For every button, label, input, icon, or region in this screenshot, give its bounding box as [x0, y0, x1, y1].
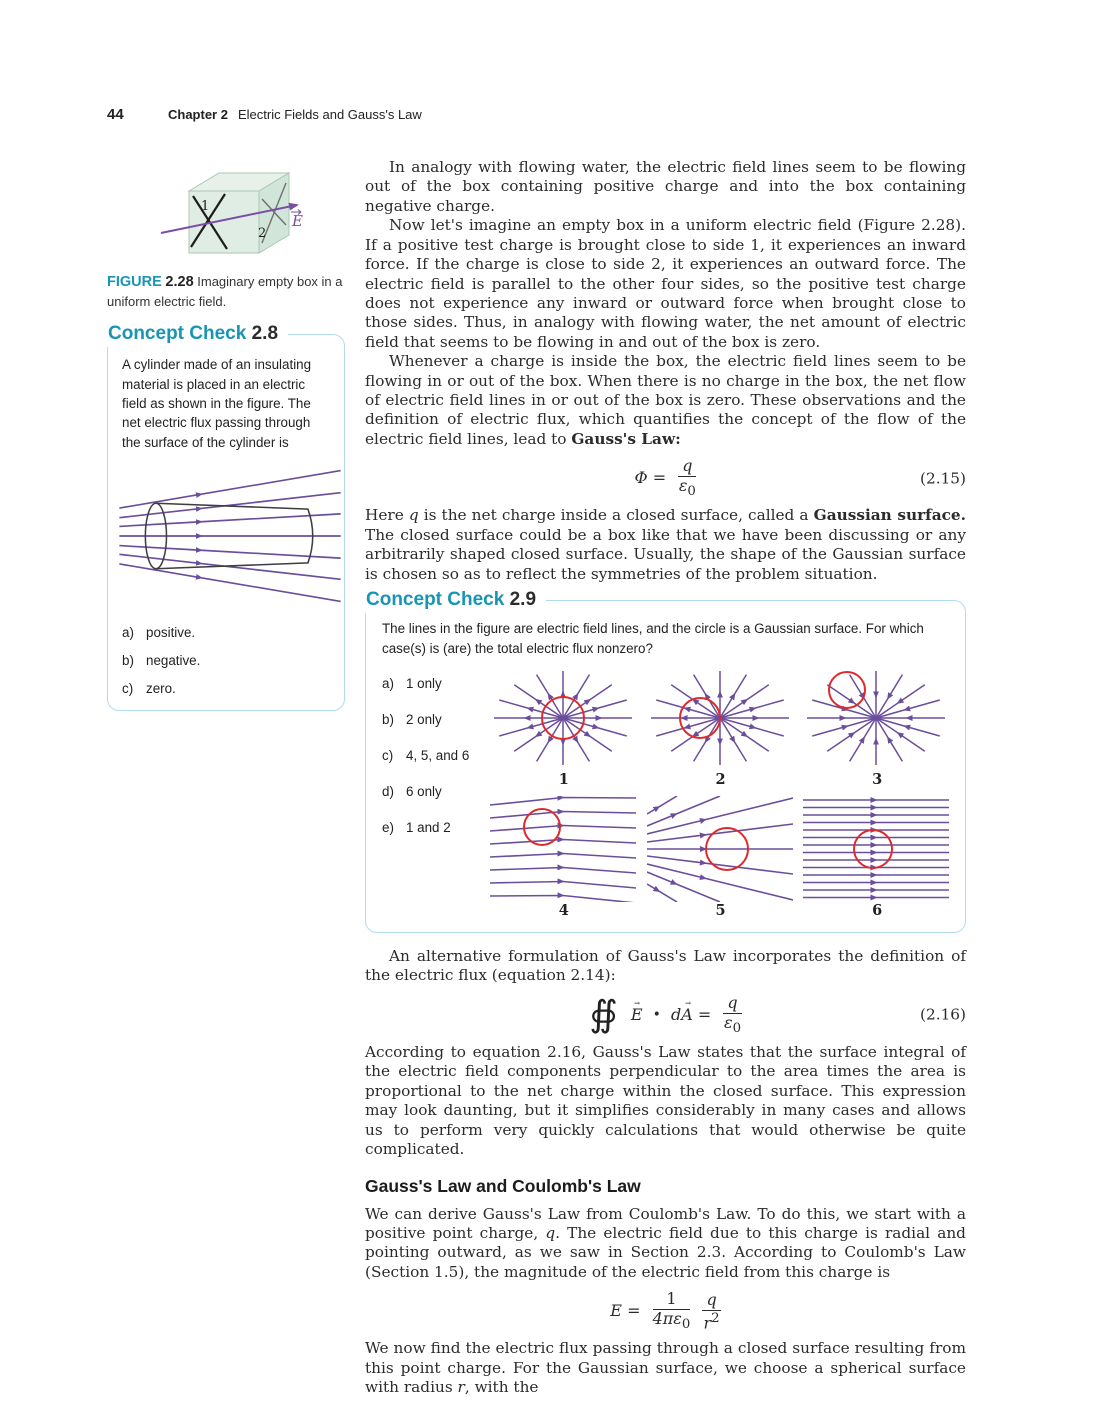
figure-2-28-caption — [107, 273, 345, 310]
sidebar — [107, 163, 345, 711]
option-text: 6 only — [406, 784, 442, 800]
equation-number: (2.15) — [920, 469, 966, 488]
diagram-label: 1 — [558, 771, 569, 789]
phi-symbol: Φ — [634, 468, 648, 488]
differential-d: d — [670, 1004, 682, 1024]
paragraph-4: Here q is the net charge inside a closed surface, called a Gaussian surface. The closed surface could be a box like that we have been discussing or any arbitrarily shaped closed surface. Usually, the shape of the Gaussian surface is chosen so as to reflect the symmetries of the problem situation. — [365, 506, 966, 583]
concept-check-2-9-body — [382, 665, 951, 926]
paragraph-3: Whenever a charge is inside the box, the electric field lines seem to be flowing in or out of the box. When there is no charge in the box, the net flow of electric field lines in or out of the box is zero. These observations and the definition of electric flux, which quantifies the concept of the flow of the electric field lines, lead to Gauss's Law: — [365, 352, 966, 448]
equals-sign: = — [652, 468, 667, 488]
option-letter: c) — [382, 748, 394, 764]
figure-label: FIGURE — [107, 274, 162, 290]
equals-sign: = — [627, 1301, 641, 1321]
option-d — [382, 783, 490, 800]
concept-check-2-8-options — [122, 625, 332, 696]
epsilon-symbol: ε — [678, 476, 688, 496]
running-head — [107, 106, 422, 123]
option-letter: a) — [382, 676, 394, 692]
option-text: zero. — [146, 681, 176, 697]
subscript-zero: 0 — [732, 1020, 742, 1036]
e-field-label: E — [292, 212, 303, 230]
option-letter: b) — [382, 712, 394, 728]
option-c — [382, 747, 490, 764]
option-letter: c) — [122, 681, 134, 697]
fraction-numerator: q — [723, 995, 741, 1014]
fraction — [723, 992, 742, 1036]
paragraph-2: Now let's imagine an empty box in a uniform electric field (Figure 2.28). If a positive test charge is brought close to side 1, it experiences an inward force. If the charge is close to side 2, it experiences an outward force. The electric field is parallel to the other four sides, so the positive test charge does not experience any inward or outward force when brought close to those sides. Thus, in analogy with flowing water, the net amount of electric field that seems to be flowing in and out of the box is zero. — [365, 216, 966, 351]
concept-check-2-9-options — [382, 665, 490, 926]
diagram-label: 2 — [715, 771, 726, 789]
four-pi-epsilon: 4πε — [652, 1309, 682, 1329]
r-symbol: r — [703, 1312, 712, 1332]
equation-number: (2.16) — [920, 1005, 966, 1024]
fraction-denominator — [678, 477, 696, 499]
field-diagram-1 — [490, 665, 638, 795]
option-letter: b) — [122, 653, 134, 669]
paragraph-5: An alternative formulation of Gauss's Law incorporates the definition of the electric flux (equation 2.14): — [365, 947, 966, 985]
dot-product-symbol: • — [652, 1006, 661, 1023]
fraction — [678, 458, 696, 499]
option-letter: d) — [382, 784, 394, 800]
concept-check-number: 2.9 — [509, 588, 537, 610]
surface-integral-symbol: ∯ — [589, 994, 618, 1036]
e-symbol: E — [610, 1301, 622, 1321]
option-c — [122, 681, 332, 696]
concept-check-2-9 — [365, 588, 966, 933]
option-a — [382, 675, 490, 692]
equals-sign: = — [697, 1004, 712, 1024]
concept-check-2-8 — [107, 323, 345, 711]
option-text: 1 only — [406, 676, 442, 692]
fraction-numerator: q — [678, 458, 696, 477]
field-diagram-5 — [647, 796, 795, 926]
option-e — [382, 819, 490, 836]
field-diagram-3-image — [803, 665, 949, 771]
equation-2-16 — [365, 992, 966, 1036]
figure-number: 2.28 — [165, 274, 194, 290]
chapter-title: Electric Fields and Gauss's Law — [237, 107, 422, 122]
figure-caption-text: Imaginary empty box in a uniform electric field. — [107, 274, 343, 309]
page-number: 44 — [107, 106, 124, 123]
equation-2-15 — [365, 458, 966, 499]
diagram-label: 4 — [558, 901, 569, 919]
concept-check-title: Concept Check — [108, 323, 247, 345]
option-b — [382, 711, 490, 728]
field-diagram-4 — [490, 796, 638, 926]
figure-2-28-image — [107, 163, 345, 265]
paragraph-1: In analogy with flowing water, the electric field lines seem to be flowing out of the box containing positive charge and into the box containing negative charge. — [365, 158, 966, 215]
main-text-column — [365, 158, 966, 1398]
concept-check-title: Concept Check — [366, 588, 505, 610]
area-vector: → A — [681, 1005, 693, 1025]
paragraph-6: According to equation 2.16, Gauss's Law states that the surface integral of the electric field components perpendicular to the area times the area is proportional to the net charge within the closed surface. This expression may look daunting, but it simplifies considerably in many cases and allows us to perform very quickly calculations that would otherwise be quite complicated. — [365, 1042, 966, 1158]
option-text: 2 only — [406, 712, 442, 728]
fraction-denominator — [723, 1014, 741, 1036]
epsilon-symbol: ε — [723, 1012, 733, 1032]
subscript-zero: 0 — [681, 1317, 691, 1333]
field-diagram-6 — [803, 796, 951, 926]
field-diagram-5-image — [647, 796, 793, 902]
paragraph-7: We can derive Gauss's Law from Coulomb's Law. To do this, we start with a positive point charge, q. The electric field due to this charge is radial and pointing outward, as we saw in Section 2.3. According to Coulomb's Law (Section 1.5), the magnitude of the electric field from this charge is — [365, 1204, 966, 1281]
cylinder-field-figure — [118, 460, 342, 612]
fraction-numerator: 1 — [653, 1291, 691, 1310]
equation-coulomb-field — [365, 1291, 966, 1332]
fraction-1 — [653, 1291, 691, 1332]
concept-check-2-9-heading — [364, 587, 546, 613]
field-diagram-3 — [803, 665, 951, 795]
diagram-label: 6 — [872, 901, 883, 919]
diagram-label: 3 — [872, 771, 883, 789]
option-letter: a) — [122, 625, 134, 641]
fraction-denominator — [702, 1311, 720, 1332]
cube-side-2-label: 2 — [258, 226, 267, 241]
chapter-label: Chapter 2 — [168, 107, 228, 122]
subscript-zero: 0 — [687, 484, 696, 500]
option-a — [122, 625, 332, 640]
figure-2-28 — [107, 163, 345, 310]
option-letter: e) — [382, 820, 394, 836]
section-heading: Gauss's Law and Coulomb's Law — [365, 1176, 641, 1197]
field-diagram-2 — [647, 665, 795, 795]
option-text: 1 and 2 — [406, 820, 451, 836]
fraction-numerator: q — [702, 1292, 720, 1311]
paragraph-8: We now find the electric flux passing through a closed surface resulting from this point charge. For the Gaussian surface, we choose a spherical surface with radius r, with the — [365, 1339, 966, 1397]
concept-check-2-8-question: A cylinder made of an insulating material is placed in an electric field as shown in the figure. The net electric flux passing through the surface of the cylinder is — [122, 357, 312, 450]
option-text: negative. — [146, 653, 201, 669]
fraction-2 — [702, 1289, 720, 1332]
diagram-label: 5 — [715, 901, 726, 919]
field-diagram-2-image — [647, 665, 793, 771]
field-diagram-grid — [490, 665, 951, 926]
option-b — [122, 653, 332, 668]
field-diagram-4-image — [490, 796, 636, 902]
cube-side-1-label: 1 — [201, 199, 210, 214]
field-diagram-6-image — [803, 796, 949, 902]
option-text: positive. — [146, 625, 196, 641]
e-vector: → E — [631, 1005, 643, 1025]
cube-figure — [159, 163, 309, 261]
concept-check-2-9-question: The lines in the figure are electric field lines, and the circle is a Gaussian surface. For which case(s) is (are) the total electric flux nonzero? — [382, 620, 924, 657]
concept-check-number: 2.8 — [251, 323, 279, 345]
field-diagram-1-image — [490, 665, 636, 771]
superscript-two: 2 — [711, 1310, 720, 1326]
concept-check-2-8-heading — [106, 321, 288, 347]
fraction-denominator — [653, 1310, 691, 1332]
option-text: 4, 5, and 6 — [406, 748, 470, 764]
